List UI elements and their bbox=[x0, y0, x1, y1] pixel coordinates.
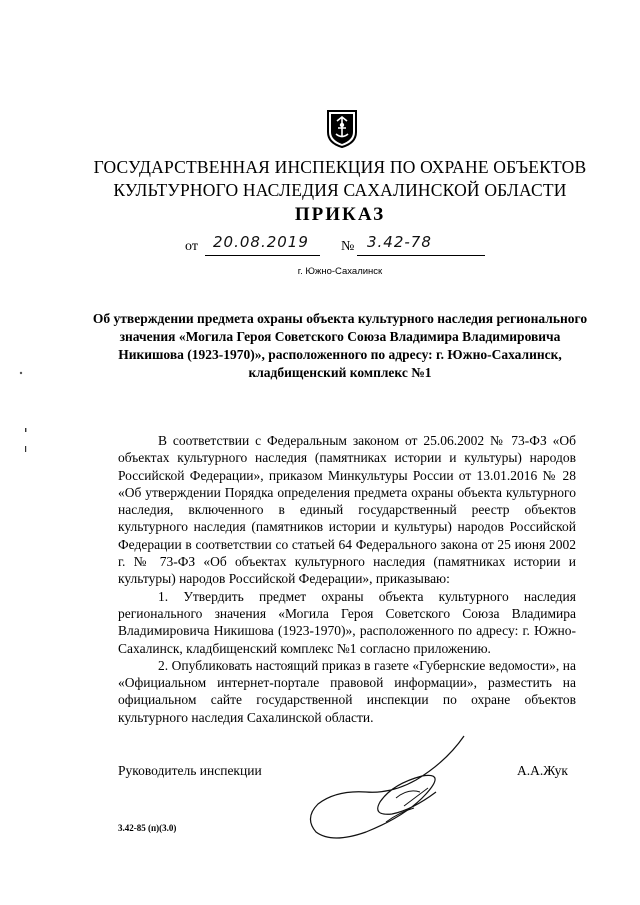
date-underline bbox=[205, 255, 320, 256]
order-subject: Об утверждении предмета охраны объекта культурного наследия регионального значения «Могила Героя Советского Союза Владимира Владимировича Никишова (1923-1970)», расположенного по адресу: г. Южно-Сахалинск, кладбищенский комплекс №1 bbox=[92, 311, 588, 380]
handwritten-signature bbox=[296, 732, 476, 852]
organization-title-line1: ГОСУДАРСТВЕННАЯ ИНСПЕКЦИЯ ПО ОХРАНЕ ОБЪЕКТОВ bbox=[93, 157, 587, 177]
number-value: 3.42-78 bbox=[367, 233, 432, 251]
document-code: 3.42-85 (п)(3.0) bbox=[118, 823, 177, 833]
date-label: от bbox=[185, 239, 198, 254]
coat-of-arms-icon bbox=[325, 108, 359, 148]
body-paragraph-item-1: 1. Утвердить предмет охраны объекта культурного наследия регионального значения «Могила Героя Советского Союза Владимира Владимировича Никишова (1923-1970)», расположенного по адресу: г. Южно-Сахалинск, кладбищенский комплекс №1 согласно приложению. bbox=[118, 588, 576, 656]
number-underline bbox=[357, 255, 485, 256]
organization-title-line2: КУЛЬТУРНОГО НАСЛЕДИЯ САХАЛИНСКОЙ ОБЛАСТИ bbox=[113, 180, 567, 200]
body-paragraph-item-2: 2. Опубликовать настоящий приказ в газете «Губернские ведомости», на «Официальном интернет-портале правовой информации», разместить на официальном сайте государственной инспекции по охране объектов культурного наследия Сахалинской области. bbox=[118, 657, 576, 725]
body-paragraph-preamble: В соответствии с Федеральным законом от 25.06.2002 № 73-ФЗ «Об объектах культурного наследия (памятниках истории и культуры) народов Российской Федерации», приказом Минкультуры России от 13.01.2016 № 28 «Об утверждении Порядка определения предмета охраны объекта культурного наследия, включенного в единый государственный реестр объектов культурного наследия (памятников истории и культуры) народов Российской Федерации в соответствии со статьей 64 Федерального закона от 25 июня 2002 г. № 73-ФЗ «Об объектах культурного наследия (памятниках истории и культуры) народов Российской Федерации», приказываю: bbox=[118, 433, 576, 587]
date-value: 20.08.2019 bbox=[213, 233, 309, 251]
organization-title bbox=[60, 156, 620, 202]
signer-name: А.А.Жук bbox=[517, 763, 568, 778]
document-type: ПРИКАЗ bbox=[294, 204, 386, 225]
signer-role: Руководитель инспекции bbox=[118, 763, 262, 778]
order-body bbox=[118, 432, 576, 726]
date-number-row bbox=[185, 233, 505, 257]
city-name: г. Южно-Сахалинск bbox=[297, 266, 383, 277]
number-label: № bbox=[341, 239, 355, 254]
scan-margin-marks bbox=[18, 370, 30, 460]
